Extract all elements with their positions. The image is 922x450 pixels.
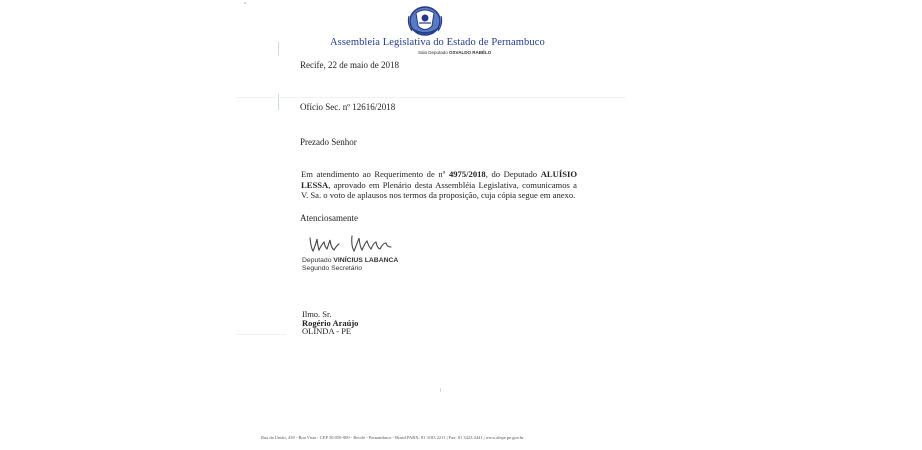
body-part-2: , do Deputado bbox=[485, 169, 541, 179]
letter-body bbox=[301, 169, 577, 201]
office-name: OSVALDO RABÊLO bbox=[449, 50, 492, 55]
salutation: Prezado Senhor bbox=[300, 137, 357, 147]
handwritten-signature-icon bbox=[307, 232, 395, 256]
recipient-title: Ilmo. Sr. bbox=[302, 309, 332, 319]
scan-mark bbox=[440, 388, 441, 392]
body-part-3: , aprovado em Plenário desta Assembléia Legislativa, comunicamos a V. Sa. o voto de aplausos nos termos da proposição, cuja cópia segue em anexo. bbox=[301, 179, 577, 200]
office-prefix: Sala Deputado bbox=[418, 50, 448, 55]
body-part-1: Em atendimento ao Requerimento de nº bbox=[301, 169, 449, 179]
signer-full-name: VINÍCIUS LABANCA bbox=[333, 257, 399, 264]
coat-of-arms-icon bbox=[407, 4, 443, 38]
deputy-name: ALUÍSIO LESSA bbox=[301, 169, 577, 190]
requirement-number: 4975/2018 bbox=[448, 169, 486, 179]
scan-line bbox=[236, 334, 286, 335]
closing: Atenciosamente bbox=[300, 213, 358, 223]
scan-mark bbox=[244, 2, 246, 4]
signer-role: Segundo Secretário bbox=[302, 265, 363, 272]
scan-line bbox=[236, 97, 626, 98]
place-date: Recife, 22 de maio de 2018 bbox=[300, 60, 399, 70]
recipient-city: OLINDA - PE bbox=[302, 326, 352, 336]
signer-prefix: Deputado bbox=[302, 257, 332, 264]
organization-name: Assembleia Legislativa do Estado de Pernambuco bbox=[330, 37, 545, 48]
scan-mark bbox=[278, 42, 279, 56]
document-reference: Ofício Sec. nº 12616/2018 bbox=[300, 102, 396, 112]
footer-address: Rua da União, 439 - Boa Vista - CEP 50.050-909 - Recife - Pernambuco - Brasil PABX: 81 3183.2211 | Fax: 81 3423.4441 | www.alepe.pe.gov.br bbox=[261, 435, 524, 440]
recipient-name: Rogério Araújo bbox=[302, 318, 359, 328]
signer-name bbox=[302, 257, 398, 264]
office-label bbox=[418, 50, 491, 55]
